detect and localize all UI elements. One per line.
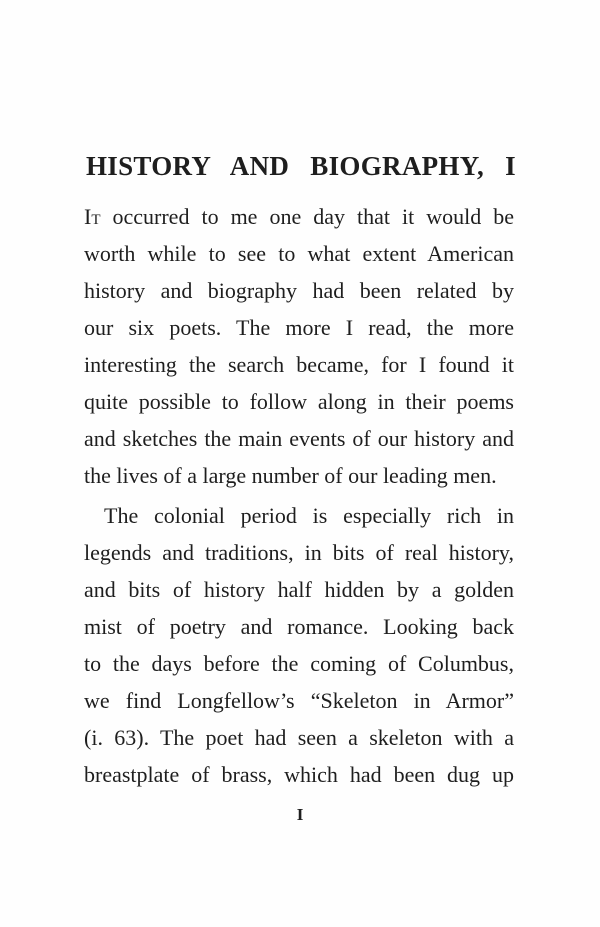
text-line: legends and traditions, in bits of real history, [84, 540, 514, 565]
text-line-rest: occurred to me one day that it would be [100, 204, 514, 229]
text-line [84, 202, 514, 232]
page-number: I [296, 805, 304, 824]
text-line: our six poets. The more I read, the more [84, 315, 514, 340]
text-line: The colonial period is especially rich in [104, 503, 514, 528]
text-line: to the days before the coming of Columbus, [84, 651, 514, 676]
text-line: interesting the search became, for I found it [84, 352, 514, 377]
text-line: (i. 63). The poet had seen a skeleton with a [84, 725, 514, 750]
chapter-title: HISTORY AND BIOGRAPHY, I [86, 151, 516, 181]
text-line: breastplate of brass, which had been dug up [84, 762, 514, 787]
text-line: mist of poetry and romance. Looking back [84, 614, 514, 639]
text-line: and sketches the main events of our history and [84, 426, 514, 451]
text-line: the lives of a large number of our leading men. [84, 463, 497, 488]
text-line: history and biography had been related by [84, 278, 514, 303]
text-line: and bits of history half hidden by a golden [84, 577, 514, 602]
text-line: we find Longfellow’s “Skeleton in Armor” [84, 688, 514, 713]
text-line: quite possible to follow along in their poems [84, 389, 514, 414]
opening-small-caps: It [84, 204, 101, 229]
text-line: worth while to see to what extent American [84, 241, 514, 266]
